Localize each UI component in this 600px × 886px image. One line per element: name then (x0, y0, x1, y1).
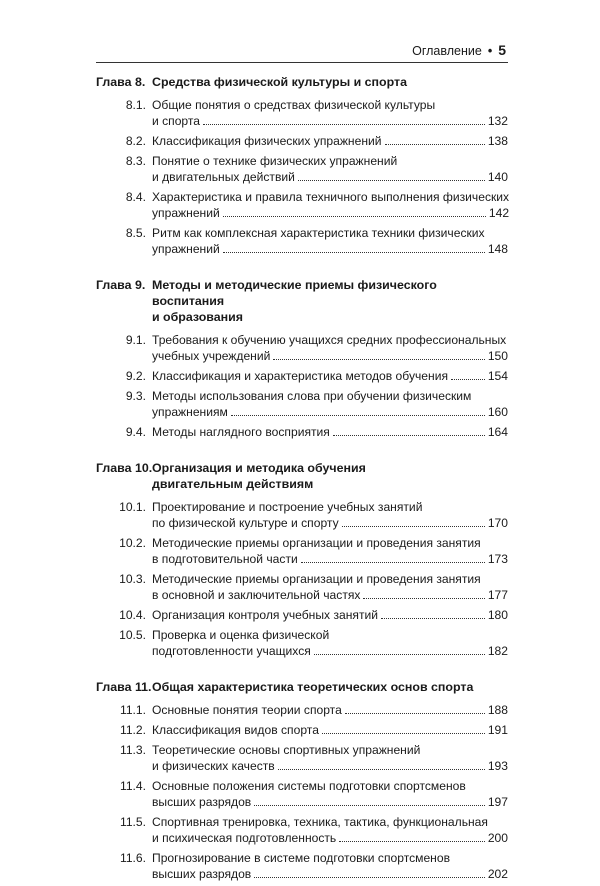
page-number: 188 (487, 703, 508, 717)
section-title-line: Организация контроля учебных занятий (152, 608, 379, 622)
page-number: 150 (487, 349, 508, 363)
page-number: 170 (487, 516, 508, 530)
section-title-line: Методы использования слова при обучении физическим (152, 389, 472, 403)
section-title-line: высших разрядов (152, 795, 252, 809)
section-number: 9.2. (125, 369, 146, 383)
section-title-line: Методы наглядного восприятия (152, 425, 330, 439)
toc-entry[interactable] (96, 332, 508, 364)
section-number: 9.3. (125, 389, 146, 403)
toc-entry[interactable] (96, 388, 508, 420)
page-number: 197 (487, 795, 508, 809)
header-page-number: 5 (498, 42, 506, 58)
dot-leader (301, 561, 485, 563)
dot-leader (339, 840, 485, 842)
section-title-line: Методические приемы организации и проведения занятия (152, 572, 481, 586)
section-title-line: в подготовительной части (152, 552, 298, 566)
table-of-contents (96, 70, 508, 886)
chapter-heading (96, 74, 508, 90)
section-title-line: и физических качеств (152, 759, 275, 773)
chapter-title (152, 679, 508, 695)
chapter (96, 679, 508, 882)
page-number: 180 (487, 608, 508, 622)
dot-leader (363, 597, 484, 599)
section-title-line: Теоретические основы спортивных упражнений (152, 743, 421, 757)
dot-leader (333, 434, 485, 436)
toc-entry[interactable] (96, 424, 508, 440)
section-number: 10.1. (119, 500, 146, 514)
chapter-title-line: двигательным действиям (152, 477, 314, 491)
dot-leader (231, 414, 485, 416)
dot-leader (322, 732, 485, 734)
section-title-line: Основные положения системы подготовки спортсменов (152, 779, 466, 793)
dot-leader (342, 525, 485, 527)
toc-entry[interactable] (96, 97, 508, 129)
header-text (412, 42, 506, 58)
dot-leader (223, 215, 486, 217)
section-number: 8.5. (125, 226, 146, 240)
section-title-line: и двигательных действий (152, 170, 295, 184)
section-number: 10.2. (119, 536, 146, 550)
toc-entry[interactable] (96, 189, 508, 221)
chapter-label: Глава 11. (96, 680, 152, 694)
section-title-line: Понятие о технике физических упражнений (152, 154, 398, 168)
section-number: 8.4. (125, 190, 146, 204)
toc-entry[interactable] (96, 133, 508, 149)
chapter (96, 277, 508, 440)
page-number: 140 (487, 170, 508, 184)
chapter-title-line: Организация и методика обучения (152, 461, 366, 475)
section-number: 8.2. (125, 134, 146, 148)
toc-entry[interactable] (96, 368, 508, 384)
chapter-label: Глава 9. (96, 278, 146, 292)
section-title-line: Проектирование и построение учебных занятий (152, 500, 423, 514)
toc-entry[interactable] (96, 627, 508, 659)
chapter-title-line: Общая характеристика теоретических основ спорта (152, 680, 474, 694)
chapter-heading (96, 679, 508, 695)
dot-leader (273, 358, 484, 360)
section-title-line: упражнениям (152, 405, 228, 419)
section-number: 8.1. (125, 98, 146, 112)
toc-entry[interactable] (96, 742, 508, 774)
section-list (96, 499, 508, 659)
section-number: 10.4. (119, 608, 146, 622)
section-title-line: Прогнозирование в системе подготовки спортсменов (152, 851, 451, 865)
page-number: 132 (487, 114, 508, 128)
page-number: 191 (487, 723, 508, 737)
running-header (96, 42, 508, 63)
chapter-title (152, 460, 508, 492)
chapter-heading (96, 460, 508, 492)
section-number: 11.1. (120, 703, 146, 717)
section-list (96, 702, 508, 882)
toc-entry[interactable] (96, 225, 508, 257)
dot-leader (381, 617, 485, 619)
section-title-line: упражнений (152, 206, 220, 220)
section-title-line: Спортивная тренировка, техника, тактика, функциональная (152, 815, 488, 829)
page-number: 173 (487, 552, 508, 566)
toc-entry[interactable] (96, 778, 508, 810)
toc-entry[interactable] (96, 814, 508, 846)
chapter-heading (96, 277, 508, 325)
section-title-line: Ритм как комплексная характеристика техники физических (152, 226, 485, 240)
section-number: 10.5. (119, 628, 146, 642)
dot-leader (385, 143, 485, 145)
section-title-line: Методические приемы организации и проведения занятия (152, 536, 481, 550)
section-title-line: Классификация видов спорта (152, 723, 319, 737)
section-title-line: Основные понятия теории спорта (152, 703, 342, 717)
section-title-line: учебных учреждений (152, 349, 271, 363)
page-number: 160 (487, 405, 508, 419)
section-number: 11.5. (120, 815, 146, 829)
section-title-line: высших разрядов (152, 867, 252, 881)
section-title-line: Требования к обучению учащихся средних профессиональных (152, 333, 507, 347)
section-number: 8.3. (125, 154, 146, 168)
page-number: 202 (487, 867, 508, 881)
section-number: 9.1. (125, 333, 146, 347)
section-number: 11.6. (120, 851, 146, 865)
dot-leader (451, 378, 485, 380)
chapter-title (152, 74, 508, 90)
toc-entry[interactable] (96, 850, 508, 882)
toc-entry[interactable] (96, 702, 508, 718)
dot-leader (314, 653, 485, 655)
section-title-line: и спорта (152, 114, 201, 128)
section-number: 9.4. (125, 425, 146, 439)
dot-leader (345, 712, 485, 714)
section-title-line: Характеристика и правила техничного выполнения физических (152, 190, 510, 204)
page-number: 148 (487, 242, 508, 256)
toc-entry[interactable] (96, 571, 508, 603)
page-number: 177 (487, 588, 508, 602)
section-title-line: подготовленности учащихся (152, 644, 311, 658)
section-title-line: упражнений (152, 242, 220, 256)
section-number: 10.3. (119, 572, 146, 586)
section-title-line: Классификация и характеристика методов обучения (152, 369, 448, 383)
dot-leader (223, 251, 485, 253)
dot-leader (298, 179, 485, 181)
toc-entry[interactable] (96, 153, 508, 185)
page-number: 138 (487, 134, 508, 148)
page-number: 154 (487, 369, 508, 383)
dot-leader (278, 768, 485, 770)
chapter-title-line: Методы и методические приемы физического воспитания (152, 278, 437, 308)
section-title-line: по физической культуре и спорту (152, 516, 339, 530)
dot-leader (254, 876, 485, 878)
chapter-label: Глава 10. (96, 461, 153, 475)
toc-entry[interactable] (96, 607, 508, 623)
section-title-line: Общие понятия о средствах физической культуры (152, 98, 436, 112)
section-title-line: в основной и заключительной частях (152, 588, 361, 602)
page-number: 182 (487, 644, 508, 658)
section-number: 11.2. (120, 723, 146, 737)
section-title-line: Проверка и оценка физической (152, 628, 330, 642)
header-separator: • (487, 44, 493, 58)
page-number: 200 (487, 831, 508, 845)
chapter (96, 74, 508, 257)
section-list (96, 332, 508, 440)
page-number: 164 (487, 425, 508, 439)
page-number: 142 (488, 206, 510, 220)
page-number: 193 (487, 759, 508, 773)
toc-entry[interactable] (96, 535, 508, 567)
toc-entry[interactable] (96, 499, 508, 531)
header-section-title: Оглавление (412, 44, 482, 58)
section-number: 11.4. (120, 779, 146, 793)
chapter-title-line: Средства физической культуры и спорта (152, 75, 407, 89)
chapter-title-line: и образования (152, 310, 243, 324)
section-title-line: Классификация физических упражнений (152, 134, 382, 148)
chapter-label: Глава 8. (96, 75, 146, 89)
section-title-line: и психическая подготовленность (152, 831, 337, 845)
chapter (96, 460, 508, 659)
section-list (96, 97, 508, 257)
dot-leader (203, 123, 485, 125)
chapter-title (152, 277, 508, 325)
dot-leader (254, 804, 485, 806)
section-number: 11.3. (120, 743, 146, 757)
toc-entry[interactable] (96, 722, 508, 738)
